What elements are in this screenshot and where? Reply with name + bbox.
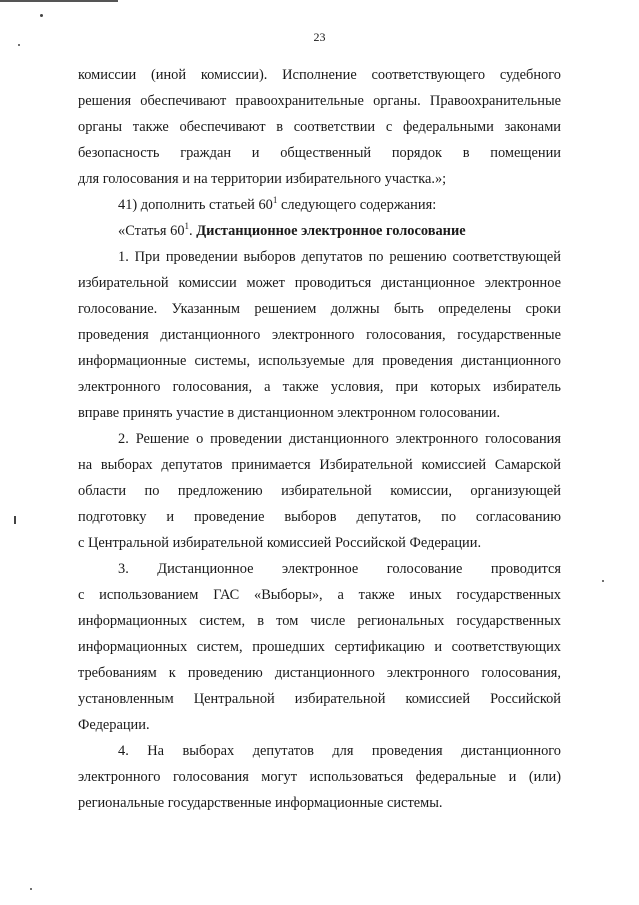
article-sup: 1 xyxy=(184,221,190,232)
text-line: подготовку и проведение выборов депутатов, по согласованию xyxy=(78,509,561,525)
article-heading xyxy=(78,218,561,244)
text-line: области по предложению избирательной комиссии, организующей xyxy=(78,483,561,499)
section-2 xyxy=(78,426,561,556)
paragraph-continuation xyxy=(78,62,561,192)
text-line: информационные системы, используемые для проведения дистанционного xyxy=(78,353,561,369)
article-title: Дистанционное электронное голосование xyxy=(196,223,466,239)
scan-artifact-line xyxy=(0,0,118,2)
scan-speck xyxy=(30,888,32,890)
text-line: Федерации. xyxy=(78,717,150,733)
text-line: региональные государственные информационные системы. xyxy=(78,795,443,811)
item-41-sup: 1 xyxy=(272,195,278,206)
article-prefix: «Статья 60 xyxy=(118,223,185,239)
page-number: 23 xyxy=(313,30,326,44)
item-41-prefix: 41) дополнить статьей 60 xyxy=(118,197,273,213)
text-line: 1. При проведении выборов депутатов по решению соответствующей xyxy=(118,249,561,265)
scan-speck xyxy=(602,580,604,582)
section-1 xyxy=(78,244,561,426)
text-line: требованиям к проведению дистанционного электронного голосования, xyxy=(78,665,561,681)
section-4 xyxy=(78,738,561,816)
item-41 xyxy=(78,192,561,218)
document-body xyxy=(78,62,561,816)
text-line: решения обеспечивают правоохранительные органы. Правоохранительные xyxy=(78,93,561,109)
text-line: с использованием ГАС «Выборы», а также иных государственных xyxy=(78,587,561,603)
text-line: голосование. Указанным решением должны быть определены сроки xyxy=(78,301,561,317)
text-line: 3. Дистанционное электронное голосование проводится xyxy=(118,561,561,577)
scan-speck xyxy=(40,14,43,17)
text-line: с Центральной избирательной комиссией Российской Федерации. xyxy=(78,535,482,551)
section-3 xyxy=(78,556,561,738)
text-line: электронного голосования, а также условия, при которых избиратель xyxy=(78,379,561,395)
text-line: электронного голосования могут использоваться федеральные и (или) xyxy=(78,769,561,785)
text-line: органы также обеспечивают в соответствии с федеральными законами xyxy=(78,119,561,135)
text-line: 2. Решение о проведении дистанционного электронного голосования xyxy=(118,431,561,447)
text-line: 4. На выборах депутатов для проведения дистанционного xyxy=(118,743,561,759)
text-line: на выборах депутатов принимается Избирательной комиссией Самарской xyxy=(78,457,561,473)
text-line: информационных систем, в том числе региональных государственных xyxy=(78,613,561,629)
text-line: информационных систем, прошедших сертификацию и соответствующих xyxy=(78,639,561,655)
text-line: проведения дистанционного электронного голосования, государственные xyxy=(78,327,561,343)
text-line: установленным Центральной избирательной комиссией Российской xyxy=(78,691,561,707)
text-line: избирательной комиссии может проводиться дистанционное электронное xyxy=(78,275,561,291)
item-41-suffix: следующего содержания: xyxy=(277,197,437,213)
article-sep: . xyxy=(189,223,197,239)
text-line: комиссии (иной комиссии). Исполнение соответствующего судебного xyxy=(78,67,561,83)
text-line: для голосования и на территории избирательного участка.»; xyxy=(78,171,447,187)
text-line: безопасность граждан и общественный порядок в помещении xyxy=(78,145,561,161)
scan-speck xyxy=(14,516,16,524)
text-line: вправе принять участие в дистанционном электронном голосовании. xyxy=(78,405,501,421)
